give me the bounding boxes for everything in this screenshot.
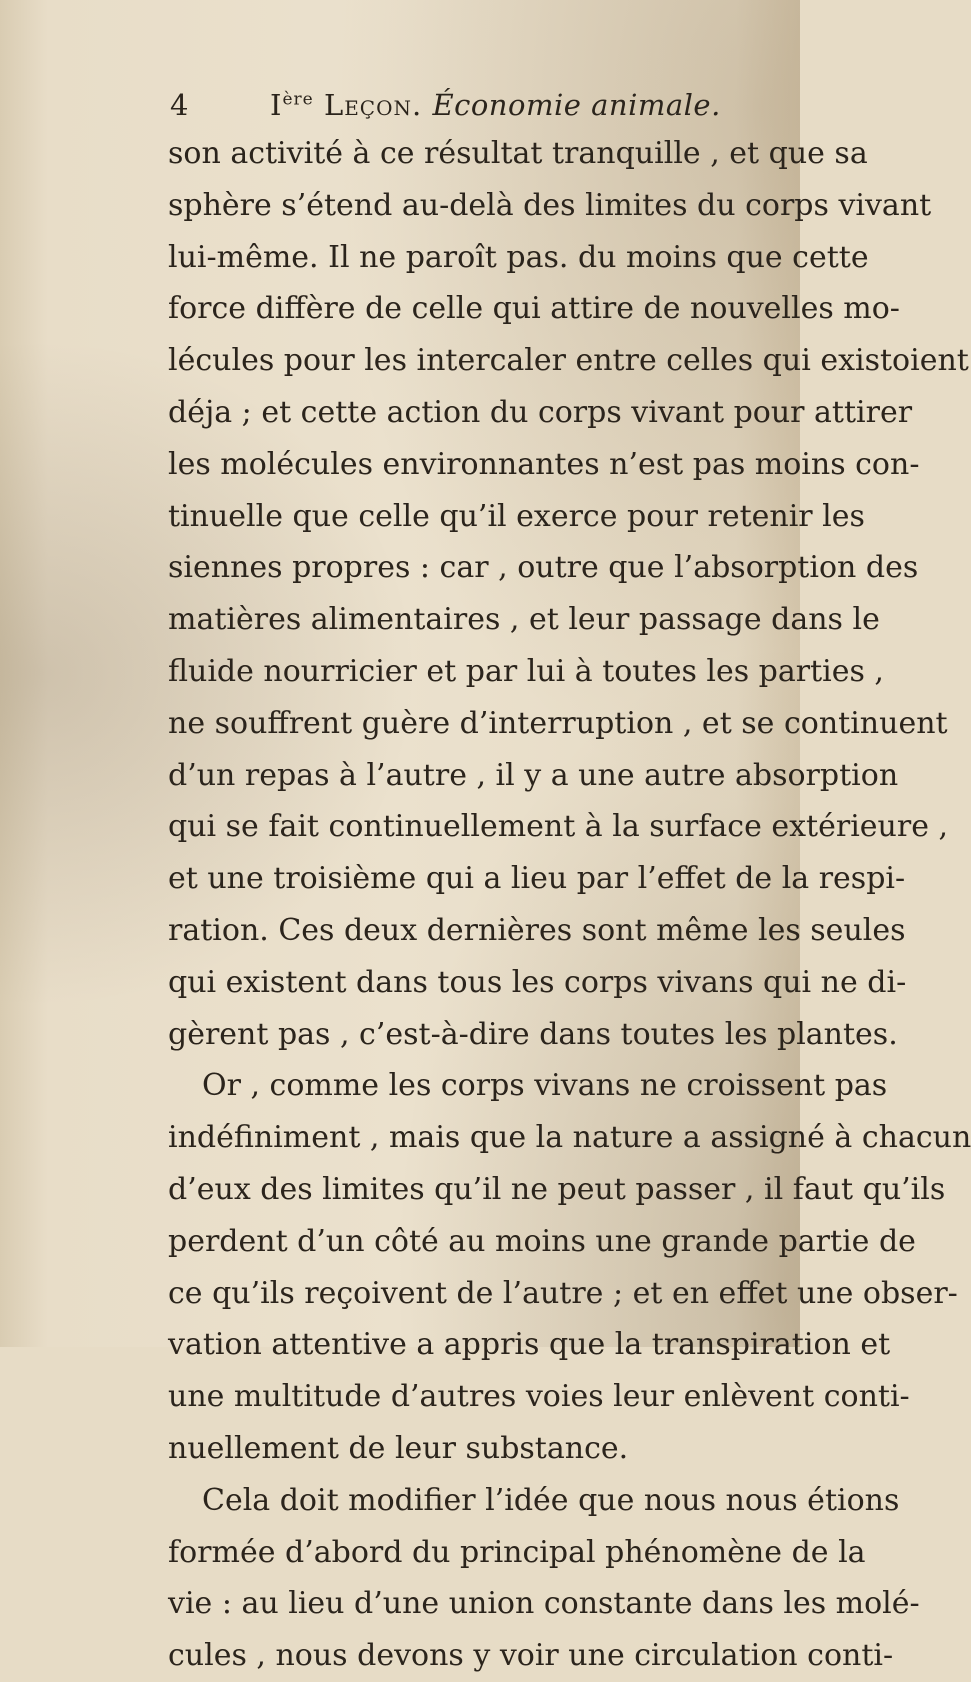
text-line: d’un repas à l’autre , il y a une autre absorption — [168, 757, 899, 793]
text-line: sphère s’étend au-delà des limites du corps vivant — [168, 187, 932, 223]
body-text — [168, 128, 971, 1682]
text-line: tinuelle que celle qu’il exerce pour retenir les — [168, 498, 865, 534]
text-line: force diffère de celle qui attire de nouvelles mo- — [168, 291, 900, 327]
text-line: fluide nourricier et par lui à toutes les parties , — [168, 653, 884, 689]
text-line: les molécules environnantes n’est pas moins con- — [168, 446, 920, 482]
text-line: une multitude d’autres voies leur enlèvent conti- — [168, 1379, 910, 1415]
text-line: matières alimentaires , et leur passage dans le — [168, 602, 880, 638]
page-header — [170, 88, 730, 128]
text-line: siennes propres : car , outre que l’absorption des — [168, 550, 919, 586]
text-line: lui-même. Il ne paroît pas. du moins que cette — [168, 239, 869, 275]
text-line: indéfiniment , mais que la nature a assigné à chacun — [168, 1120, 971, 1156]
text-line: vation attentive a appris que la transpiration et — [168, 1327, 891, 1363]
text-line: déja ; et cette action du corps vivant pour attirer — [168, 394, 913, 430]
text-line: cules , nous devons y voir une circulation conti- — [168, 1638, 894, 1674]
text-line: nuellement de leur substance. — [168, 1430, 629, 1466]
text-line: formée d’abord du principal phénomène de la — [168, 1534, 866, 1570]
lesson-superscript: ère — [282, 89, 314, 110]
chapter-title: Économie animale. — [432, 88, 721, 122]
text-line: d’eux des limites qu’il ne peut passer , il faut qu’ils — [168, 1171, 946, 1207]
running-head — [270, 88, 721, 122]
text-line: qui se fait continuellement à la surface extérieure , — [168, 809, 949, 845]
lesson-word: Leçon. — [323, 88, 423, 122]
text-line: son activité à ce résultat tranquille , et que sa — [168, 136, 868, 171]
text-line: ne souffrent guère d’interruption , et se continuent — [168, 705, 948, 741]
text-line: gèrent pas , c’est-à-dire dans toutes les plantes. — [168, 1016, 898, 1052]
text-line: perdent d’un côté au moins une grande partie de — [168, 1223, 916, 1259]
text-line: vie : au lieu d’une union constante dans les molé- — [168, 1586, 920, 1622]
text-line: qui existent dans tous les corps vivans qui ne di- — [168, 964, 907, 1000]
text-line: ration. Ces deux dernières sont même les seules — [168, 912, 906, 948]
text-line: lécules pour les intercaler entre celles qui existoient — [168, 343, 969, 379]
text-line: Or , comme les corps vivans ne croissent pas — [202, 1068, 888, 1104]
text-line: Cela doit modifier l’idée que nous nous étions — [202, 1482, 900, 1518]
page-number: 4 — [170, 88, 189, 122]
lesson-numeral: I — [270, 88, 283, 122]
text-line: et une troisième qui a lieu par l’effet de la respi- — [168, 861, 906, 897]
text-line: ce qu’ils reçoivent de l’autre ; et en effet une obser- — [168, 1275, 958, 1311]
